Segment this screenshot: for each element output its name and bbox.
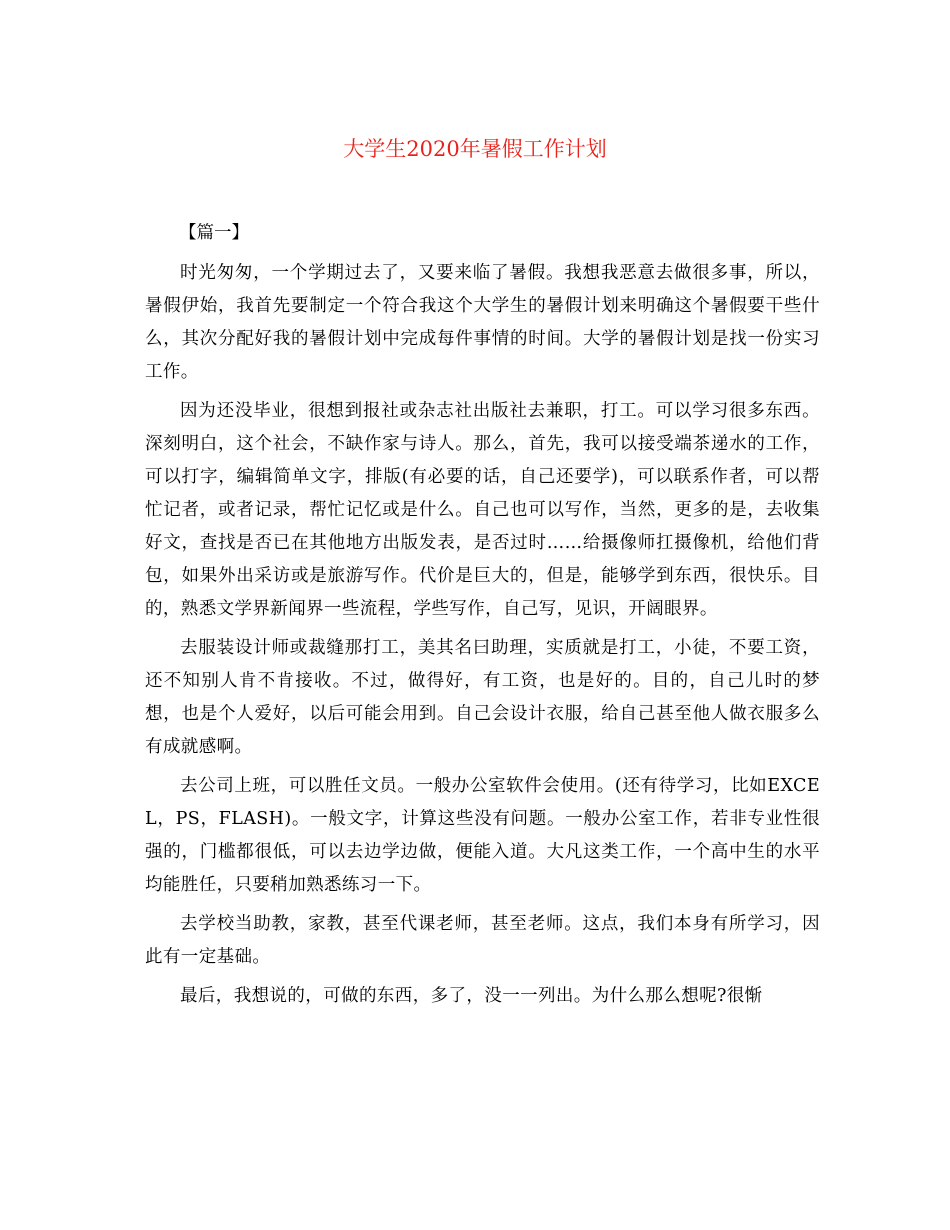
section-label: 【篇一】 <box>179 223 249 243</box>
paragraph-2: 因为还没毕业，很想到报社或杂志社出版社去兼职，打工。可以学习很多东西。深刻明白，这个社会，不缺作家与诗人。那么，首先，我可以接受端茶递水的工作，可以打字，编辑简单文字，排版(有必要的话，自己还要学)，可以联系作者，可以帮忙记者，或者记录，帮忙记忆或是什么。自己也可以写作，当然，更多的是，去收集好文，查找是否已在其他地方出版发表，是否过时……给摄像师扛摄像机，给他们背包，如果外出采访或是旅游写作。代价是巨大的，但是，能够学到东西，很快乐。目的，熟悉文学界新闻界一些流程，学些写作，自己写，见识，开阔眼界。 <box>145 401 820 619</box>
paragraph-3: 去服装设计师或裁缝那打工，美其名曰助理，实质就是打工，小徒，不要工资，还不知别人肯不肯接收。不过，做得好，有工资，也是好的。目的，自己儿时的梦想，也是个人爱好，以后可能会用到。自己会设计衣服，给自己甚至他人做衣服多么有成就感啊。 <box>145 638 820 757</box>
paragraph-1: 时光匆匆，一个学期过去了，又要来临了暑假。我想我恶意去做很多事，所以，暑假伊始，我首先要制定一个符合我这个大学生的暑假计划来明确这个暑假要干些什么，其次分配好我的暑假计划中完成每件事情的时间。大学的暑假计划是找一份实习工作。 <box>145 263 820 382</box>
paragraph-4: 去公司上班，可以胜任文员。一般办公室软件会使用。(还有待学习，比如EXCEL，PS，FLASH)。一般文字，计算这些没有问题。一般办公室工作，若非专业性很强的，门槛都很低，可以去边学边做，便能入道。大凡这类工作，一个高中生的水平均能胜任，只要稍加熟悉练习一下。 <box>145 776 820 895</box>
document-title: 大学生2020年暑假工作计划 <box>343 137 607 161</box>
document-body <box>145 257 820 1019</box>
paragraph-5: 去学校当助教，家教，甚至代课老师，甚至老师。这点，我们本身有所学习，因此有一定基础。 <box>145 914 820 967</box>
paragraph-6: 最后，我想说的，可做的东西，多了，没一一列出。为什么那么想呢?很惭 <box>180 986 763 1006</box>
